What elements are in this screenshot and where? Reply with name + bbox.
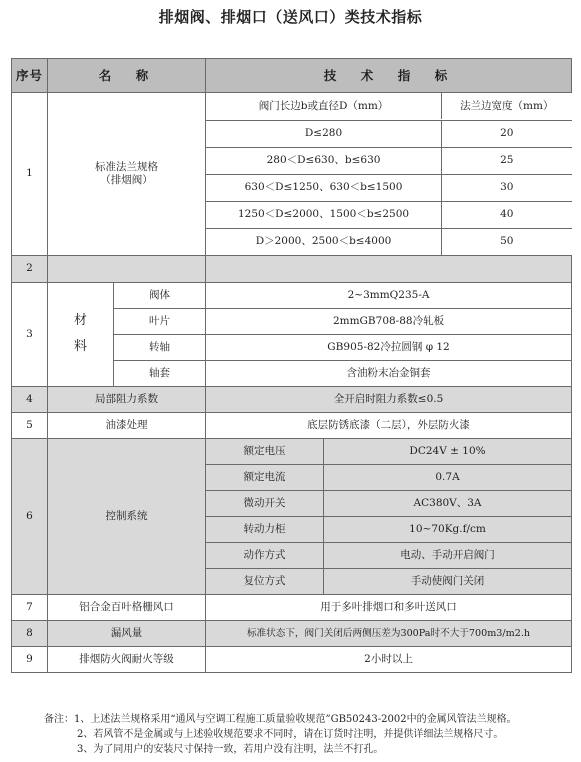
row7-seq: 7 [12, 594, 48, 620]
row1-width-cell: 50 [442, 228, 572, 255]
table-row [12, 594, 572, 620]
row6-value: 0.7A [324, 464, 572, 490]
table-row [12, 438, 572, 464]
row6-param: 复位方式 [206, 568, 324, 594]
row1-width-cell: 40 [442, 201, 572, 228]
row3-part: 转轴 [114, 334, 206, 360]
table-row [12, 646, 572, 672]
notes [44, 712, 579, 757]
row3-label-top: 材 [73, 313, 87, 328]
table-row [12, 412, 572, 438]
table-header-row [12, 59, 572, 93]
row1-size-cell: 1250＜D≤2000、1500＜b≤2500 [206, 201, 442, 228]
row6-param: 额定电压 [206, 438, 324, 464]
row3-label [48, 282, 114, 386]
row6-param: 转动力柜 [206, 516, 324, 542]
row8-spec: 标准状态下，阀门关闭后两侧压差为300Pa时不大于700m3/m2.h [206, 620, 572, 646]
note-line-2: 2、若风管不是金属或与上述验收规范要求不同时，请在订货时注明，并提供详细法兰规格尺寸。 [77, 729, 504, 740]
row1-name-line1: 标准法兰规格 [95, 160, 158, 173]
row6-value: 电动、手动开启阀门 [324, 542, 572, 568]
table-row [12, 282, 572, 308]
row1-name [48, 93, 206, 256]
row3-part: 轴套 [114, 360, 206, 386]
row6-value: 10~70Kg.f/cm [324, 516, 572, 542]
row8-seq: 8 [12, 620, 48, 646]
table-row [12, 386, 572, 412]
row1-size-cell: 630＜D≤1250、630＜b≤1500 [206, 174, 442, 201]
row9-spec: 2小时以上 [206, 646, 572, 672]
note-line-3: 3、为了同用户的安装尺寸保持一致，若用户没有注明，法兰不打孔。 [77, 744, 384, 755]
row1-size-cell: 280＜D≤630、b≤630 [206, 147, 442, 174]
table-row [12, 255, 572, 282]
row6-value: AC380V、3A [324, 490, 572, 516]
row3-seq: 3 [12, 282, 48, 386]
row1-name-line2: （排烟阀） [100, 173, 153, 186]
header-spec: 技 术 指 标 [206, 59, 572, 93]
row6-param: 微动开关 [206, 490, 324, 516]
spec-table-container [11, 58, 571, 673]
spec-table [11, 58, 572, 673]
row1-size-cell: D＞2000、2500＜b≤4000 [206, 228, 442, 255]
row4-seq: 4 [12, 386, 48, 412]
note-line-1: 备注：1、上述法兰规格采用“通风与空调工程施工质量验收规范”GB50243-2002中的金属风管法兰规格。 [44, 714, 517, 725]
document-title: 排烟阀、排烟口（送风口）类技术指标 [158, 8, 423, 26]
row1-size-cell: D≤280 [206, 120, 442, 147]
header-name: 名 称 [48, 59, 206, 93]
row6-param: 动作方式 [206, 542, 324, 568]
row1-col-width: 法兰边宽度（mm） [460, 99, 554, 112]
row2-spec [206, 255, 572, 282]
row5-seq: 5 [12, 412, 48, 438]
row2-name [48, 255, 206, 282]
row3-part: 叶片 [114, 308, 206, 334]
row3-spec: 2~3mmQ235-A [206, 282, 572, 308]
row1-width-cell: 20 [442, 120, 572, 147]
row9-seq: 9 [12, 646, 48, 672]
row5-name: 油漆处理 [48, 412, 206, 438]
row3-part: 阀体 [114, 282, 206, 308]
row6-seq: 6 [12, 438, 48, 594]
row6-name: 控制系统 [48, 438, 206, 594]
table-row [12, 620, 572, 646]
row6-value: DC24V ± 10% [324, 438, 572, 464]
row1-col-size: 阀门长边b或直径D（mm） [206, 93, 442, 119]
row1-seq: 1 [12, 93, 48, 256]
row8-name: 漏风量 [48, 620, 206, 646]
row7-name: 铝合金百叶格栅风口 [48, 594, 206, 620]
row7-spec: 用于多叶排烟口和多叶送风口 [206, 594, 572, 620]
row3-spec: 含油粉末冶金铜套 [206, 360, 572, 386]
row9-name: 排烟防火阀耐火等级 [48, 646, 206, 672]
row1-width-cell: 25 [442, 147, 572, 174]
row3-spec: GB905-82冷拉圆钢 φ 12 [206, 334, 572, 360]
row6-param: 额定电流 [206, 464, 324, 490]
row1-width-cell: 30 [442, 174, 572, 201]
row4-name: 局部阻力系数 [48, 386, 206, 412]
row5-spec: 底层防锈底漆（二层），外层防火漆 [206, 412, 572, 438]
header-seq: 序号 [12, 59, 48, 93]
row6-value: 手动使阀门关闭 [324, 568, 572, 594]
row3-label-bottom: 料 [73, 339, 87, 354]
row4-spec: 全开启时阻力系数≤0.5 [206, 386, 572, 412]
row3-spec: 2mmGB708-88冷轧板 [206, 308, 572, 334]
row2-seq: 2 [12, 255, 48, 282]
table-row [12, 93, 572, 120]
